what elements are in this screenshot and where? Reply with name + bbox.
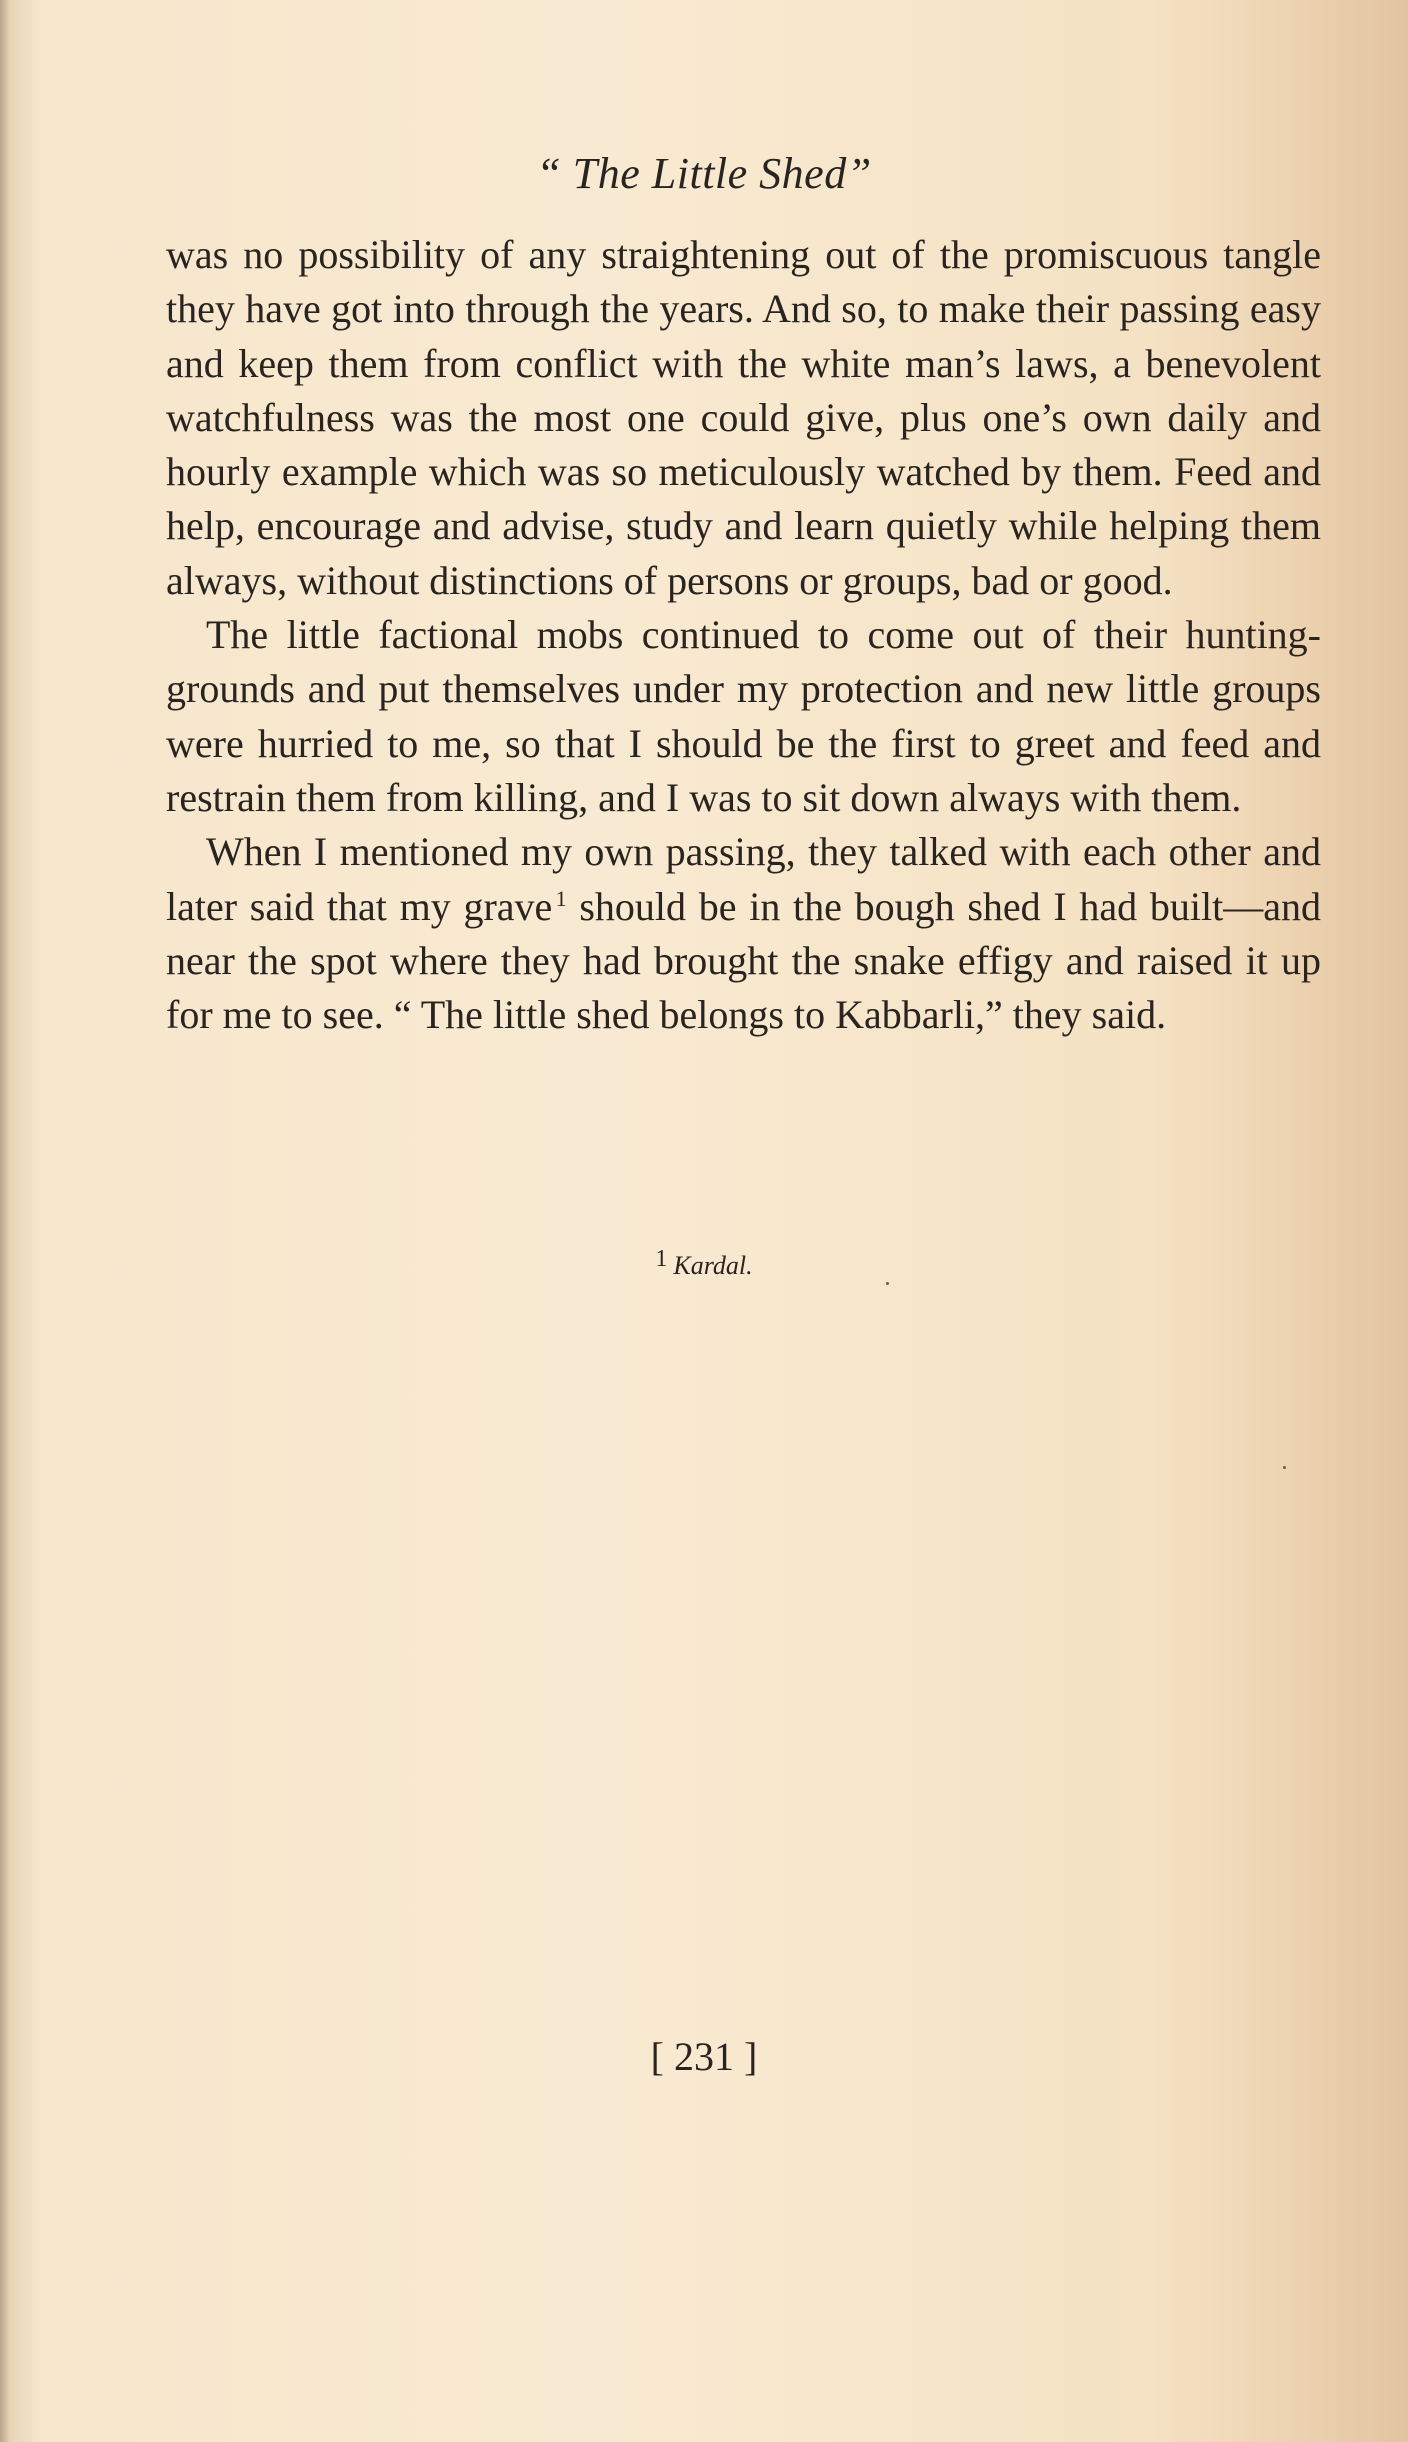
paragraph-1 [166,228,1321,608]
running-head: “ The Little Shed” [536,149,872,198]
paragraph-2 [166,608,1321,825]
paragraph-2-text: The little factional mobs continued to come out of their hunting-grounds and put themselves under my protection and new little groups were hurried to me, so that I should be the first to greet and feed and restrain them from killing, and I was to sit down always with them. [166,612,1321,820]
footnote [0,1246,1408,1281]
paper-speck [1283,1466,1286,1469]
paragraph-3 [166,825,1321,1042]
footnote-mark: 1 [655,1246,668,1272]
paragraph-3-text-after: should be in the bough shed I had built—and near the spot where they had brought the snake effigy and raised it up for me to see. “ The little shed belongs to Kabbarli,” they said. [166,883,1321,1038]
paper-speck [886,1282,889,1285]
footnote-text: Kardal. [673,1251,753,1280]
paragraph-1-text: was no possibility of any straightening out of the promiscuous tangle they have got into through the years. And so, to make their passing easy and keep them from conflict with the white man’s laws, a benevolent watchfulness was the most one could give, plus one’s own daily and hourly example which was so meticulously watched by them. Feed and help, encourage and advise, study and learn quietly while helping them always, without distinctions of persons or groups, bad or good. [166,232,1321,603]
page-number: [ 231 ] [650,2034,758,2079]
paragraph-3-text-before: When I mentioned my own passing, they talked with each other and later said that my grave [166,829,1321,929]
footnote-reference: 1 [555,885,567,911]
body-text [166,228,1321,1042]
